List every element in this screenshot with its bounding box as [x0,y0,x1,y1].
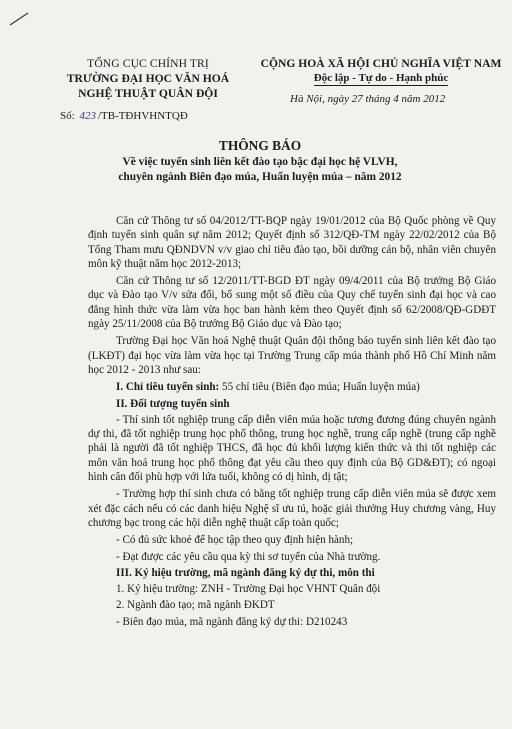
document-number [60,110,188,122]
handwritten-mark [8,8,44,28]
section-3-item-1: 1. Ký hiệu trường: ZNH - Trường Đại học VHNT Quân đội [116,583,381,596]
paragraph-basis-1: Căn cứ Thông tư số 04/2012/TT-BQP ngày 19/01/2012 của Bộ Quốc phòng về Quy định tuyển sinh quân sự năm 2012; Quyết định số 312/QĐ-TM ngày 22/02/2012 của Bộ Tổng Tham mưu QĐNDVN v/v giao chỉ tiêu đào tạo, bồi dưỡng cán bộ, nhân viên chuyên môn kỹ thuật năm học 2012-2013; [88,215,496,270]
section-2-item-1: - Thí sinh tốt nghiệp trung cấp diễn viên múa hoặc tương đương đúng chuyên ngành dự thi, đã tốt nghiệp trung học phổ thông, trung học nghề, trung cấp nghề (trung cấp nghề phải là người đã tốt nghiệp THCS, đã học đủ khối lượng kiến thức và thi tốt nghiệp các môn văn hoá trung học phổ thông đạt yêu cầu theo quy định của Bộ GD&ĐT); có ngoại hình cân đối phù hợp với lứa tuổi, không có dị hình, dị tật; [88,413,496,484]
section-3-item-3: - Biên đạo múa, mã ngành đăng ký dự thi: D210243 [116,615,348,628]
section-1-text: 55 chỉ tiêu (Biên đạo múa; Huấn luyện múa) [222,381,420,394]
title-main: THÔNG BÁO [218,138,302,153]
section-1 [88,380,496,394]
section-2-heading: II. Đối tượng tuyển sinh [116,397,230,410]
document-number-prefix: Số: [60,110,75,122]
issuing-agency-header [50,56,246,101]
title-subtitle-1: Về việc tuyển sinh liên kết đào tạo bậc đại học hệ VLVH, [122,156,398,168]
section-1-heading: I. Chỉ tiêu tuyển sinh: [116,381,220,394]
section-3-item-2: 2. Ngành đào tạo; mã ngành ĐKDT [116,599,275,612]
national-header [254,56,508,86]
agency-line-2: TRƯỜNG ĐẠI HỌC VĂN HOÁ [66,72,230,85]
title-subtitle-2: chuyên ngành Biên đạo múa, Huấn luyện múa – năm 2012 [118,171,402,183]
document-number-suffix: /TB-TĐHVHNTQĐ [97,110,188,122]
paragraph-basis-2: Căn cứ Thông tư số 12/2011/TT-BGD ĐT ngày 09/4/2011 của Bộ trưởng Bộ Giáo dục và Đào tạo V/v sửa đổi, bổ sung một số điều của Quy chế tuyển sinh đại học và cao đẳng hình thức vừa làm vừa học ban hành kèm theo Quyết định số 62/2008/QĐ-GDĐT ngày 25/11/2008 của Bộ trưởng Bộ Giáo dục và Đào tạo; [88,275,496,331]
section-3-heading: III. Ký hiệu trường, mã ngành đăng ký dự thi, môn thi [116,566,375,579]
agency-line-3: NGHỆ THUẬT QUÂN ĐỘI [78,87,218,100]
section-2-item-3: - Có đủ sức khoẻ để học tập theo quy định hiện hành; [116,534,354,547]
section-2-item-4: - Đạt được các yêu cầu qua kỳ thi sơ tuyển của Nhà trường. [116,550,381,563]
issue-date: Hà Nội, ngày 27 tháng 4 năm 2012 [290,93,446,105]
section-2-item-2: - Trường hợp thí sinh chưa có bằng tốt nghiệp trung cấp diễn viên múa sẽ được xem xét đặc cách nếu có các danh hiệu Nghệ sĩ ưu tú, hoặc giải thưởng Huy chương vàng, Huy chương bạc trong các hội diễn nghệ thuật cấp toàn quốc; [88,488,496,529]
agency-line-1: TỔNG CỤC CHÍNH TRỊ [87,57,209,70]
paragraph-announcement: Trường Đại học Văn hoá Nghệ thuật Quân đội thông báo tuyển sinh liên kết đào tạo (LKĐT) đại học vừa làm vừa học tại Trường Trung cấp múa thành phố Hồ Chí Minh năm học 2012 - 2013 như sau: [88,335,496,376]
document-body [88,214,496,631]
document-number-handwritten: 423 [79,110,96,122]
national-motto: Độc lập - Tự do - Hạnh phúc [313,72,449,84]
national-name: CỘNG HOÀ XÃ HỘI CHỦ NGHĨA VIỆT NAM [260,57,502,70]
document-title [40,137,480,185]
